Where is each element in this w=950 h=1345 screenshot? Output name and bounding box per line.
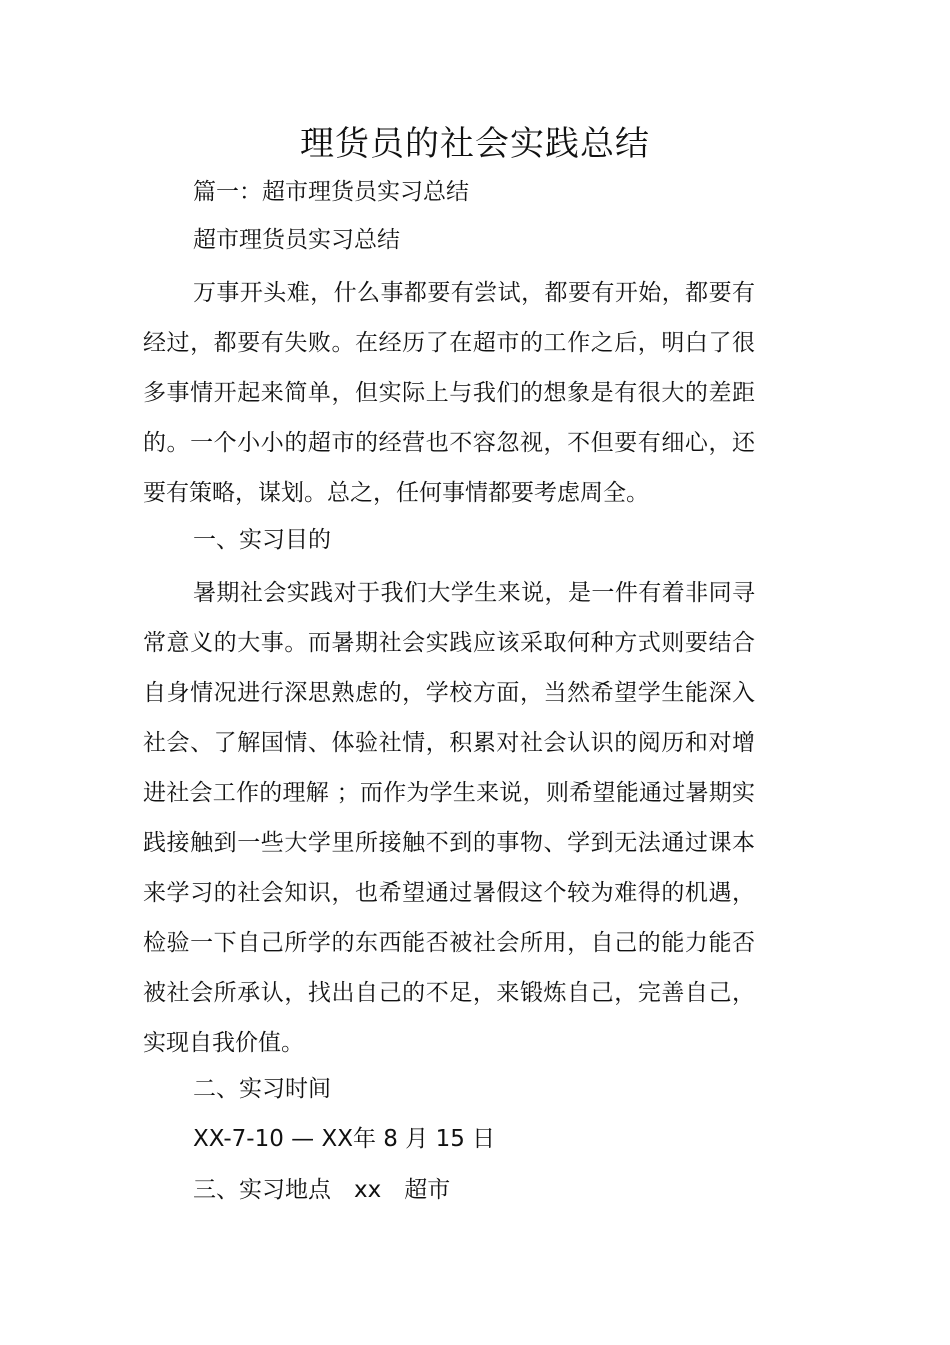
section-heading: 篇一：超市理货员实习总结	[193, 179, 469, 205]
heading-purpose: 一、实习目的	[193, 527, 331, 553]
internship-time: XX-7-10 — XX年 8 月 15 日	[193, 1126, 496, 1152]
document-subtitle: 超市理货员实习总结	[193, 227, 400, 253]
paragraph-intro: 万事开头难，什么事都要有尝试，都要有开始，都要有经过，都要有失败。在经历了在超市的工作之后，明白了很多事情开起来简单，但实际上与我们的想象是有很大的差距的。一个小小的超市的经营也不容忽视，不但要有细心，还要有策略，谋划。总之，任何事情都要考虑周全。	[143, 280, 755, 506]
paragraph-purpose: 暑期社会实践对于我们大学生来说，是一件有着非同寻常意义的大事。而暑期社会实践应该采取何种方式则要结合自身情况进行深思熟虑的，学校方面，当然希望学生能深入社会、了解国情、体验社情，积累对社会认识的阅历和对增进社会工作的理解 ；而作为学生来说，则希望能通过暑期实践接触到一些大学里所接触不到的事物、学到无法通过课本来学习的社会知识，也希望通过暑假这个较为难得的机遇，检验一下自己所学的东西能否被社会所用，自己的能力能否被社会所承认，找出自己的不足，来锻炼自己，完善自己，实现自我价值。	[143, 580, 755, 1056]
heading-time: 二、实习时间	[193, 1076, 331, 1102]
heading-location: 三、实习地点 xx 超市	[193, 1177, 451, 1203]
document-title: 理货员的社会实践总结	[300, 124, 650, 164]
